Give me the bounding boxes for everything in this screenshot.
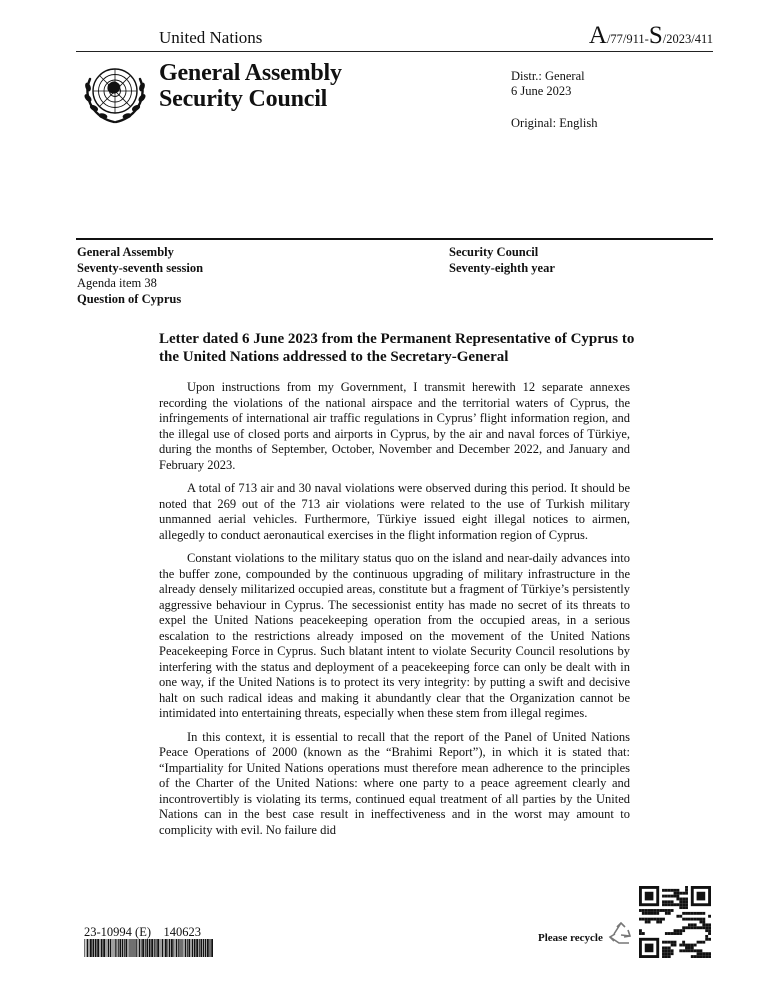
barcode-icon <box>84 939 214 957</box>
body-paragraph-3: Constant violations to the military status quo on the island and near-daily advances into the buffer zone, compounded by the continuous upgrading of military infrastructure in the already densely militarized occupied areas, constitute but a fragment of Türkiye’s persistently aggressive behaviour in Cyprus. The secessionist entity has made no secret of its threats to expel the United Nations peacekeeping operation from the occupied areas, in a serious escalation to the restrictions already imposed on the movement of the United Nations Peacekeeping Force in Cyprus. Such blatant intent to violate Security Council resolutions by interfering with the status and deployment of a peacekeeping force can only be dealt with in one way, if the United Nations is to protect its very integrity: by putting a swift and decisive halt on such radical ideas and making it abundantly clear that the Organization cannot be intimidated into entertaining threats, especially when these stem from illegal regimes. <box>159 551 630 720</box>
symbol-a-number: /77/911- <box>606 32 649 46</box>
qr-code-icon <box>639 886 711 958</box>
recycle-label: Please recycle <box>538 932 603 944</box>
symbol-s: S <box>648 22 663 49</box>
sc-heading: Security Council <box>449 245 539 259</box>
distribution-block <box>511 69 585 99</box>
security-council-block <box>449 245 555 276</box>
organ-title-general-assembly: General Assembly <box>159 60 342 86</box>
job-number: 23-10994 (E) 140623 <box>84 925 201 939</box>
body-paragraph-1: Upon instructions from my Government, I transmit herewith 12 separate annexes recording the violations of the national airspace and the territorial waters of Cyprus, the infringements of international air traffic regulations in Cyprus’ flight information region, and the illegal use of closed ports and airports in Cyprus, by the air and naval forces of Türkiye, during the months of September, October, November and December 2022, and January and February 2023. <box>159 380 630 472</box>
masthead-rule <box>76 238 713 240</box>
body-paragraph-2: A total of 713 air and 30 naval violations were observed during this period. It should be noted that 269 out of the 713 air violations were related to the use of Turkish military unmanned aerial vehicles. Furthermore, Türkiye issued eight illegal notices to airmen, allegedly to conduct aeronautical exercises in the flight information region of Cyprus. <box>159 481 630 542</box>
header-rule <box>76 51 713 52</box>
original-language: Original: English <box>511 116 598 130</box>
sc-year: Seventy-eighth year <box>449 260 555 275</box>
organ-title-security-council: Security Council <box>159 86 328 112</box>
un-emblem-icon <box>80 59 150 129</box>
organization-name: United Nations <box>159 28 263 47</box>
ga-agenda-item: Agenda item 38 <box>77 276 157 290</box>
letter-title: Letter dated 6 June 2023 from the Permanent Representative of Cyprus to the United Nations addressed to the Secretary-General <box>159 331 635 365</box>
symbol-s-number: /2023/411 <box>662 32 713 46</box>
body-paragraph-4: In this context, it is essential to recall that the report of the Panel of United Nations Peace Operations of 2000 (known as the “Brahimi Report”), in which it is stated that: “Impartiality for United Nations operations must therefore mean adherence to the principles of the Charter of the United Nations: where one party to a peace agreement clearly and incontrovertibly is violating its terms, continued equal treatment of all parties by the United Nations can in the best case result in ineffectiveness and in the worst may amount to complicity with evil. No failure did <box>159 729 630 837</box>
recycle-icon <box>608 921 634 947</box>
document-symbol <box>589 22 713 50</box>
letter-body <box>159 380 630 846</box>
general-assembly-block <box>77 245 203 307</box>
ga-session: Seventy-seventh session <box>77 260 204 275</box>
ga-heading: General Assembly <box>77 245 174 259</box>
symbol-a: A <box>588 22 607 49</box>
document-date: 6 June 2023 <box>511 84 572 98</box>
distribution: Distr.: General <box>511 69 585 83</box>
ga-question: Question of Cyprus <box>77 291 182 306</box>
